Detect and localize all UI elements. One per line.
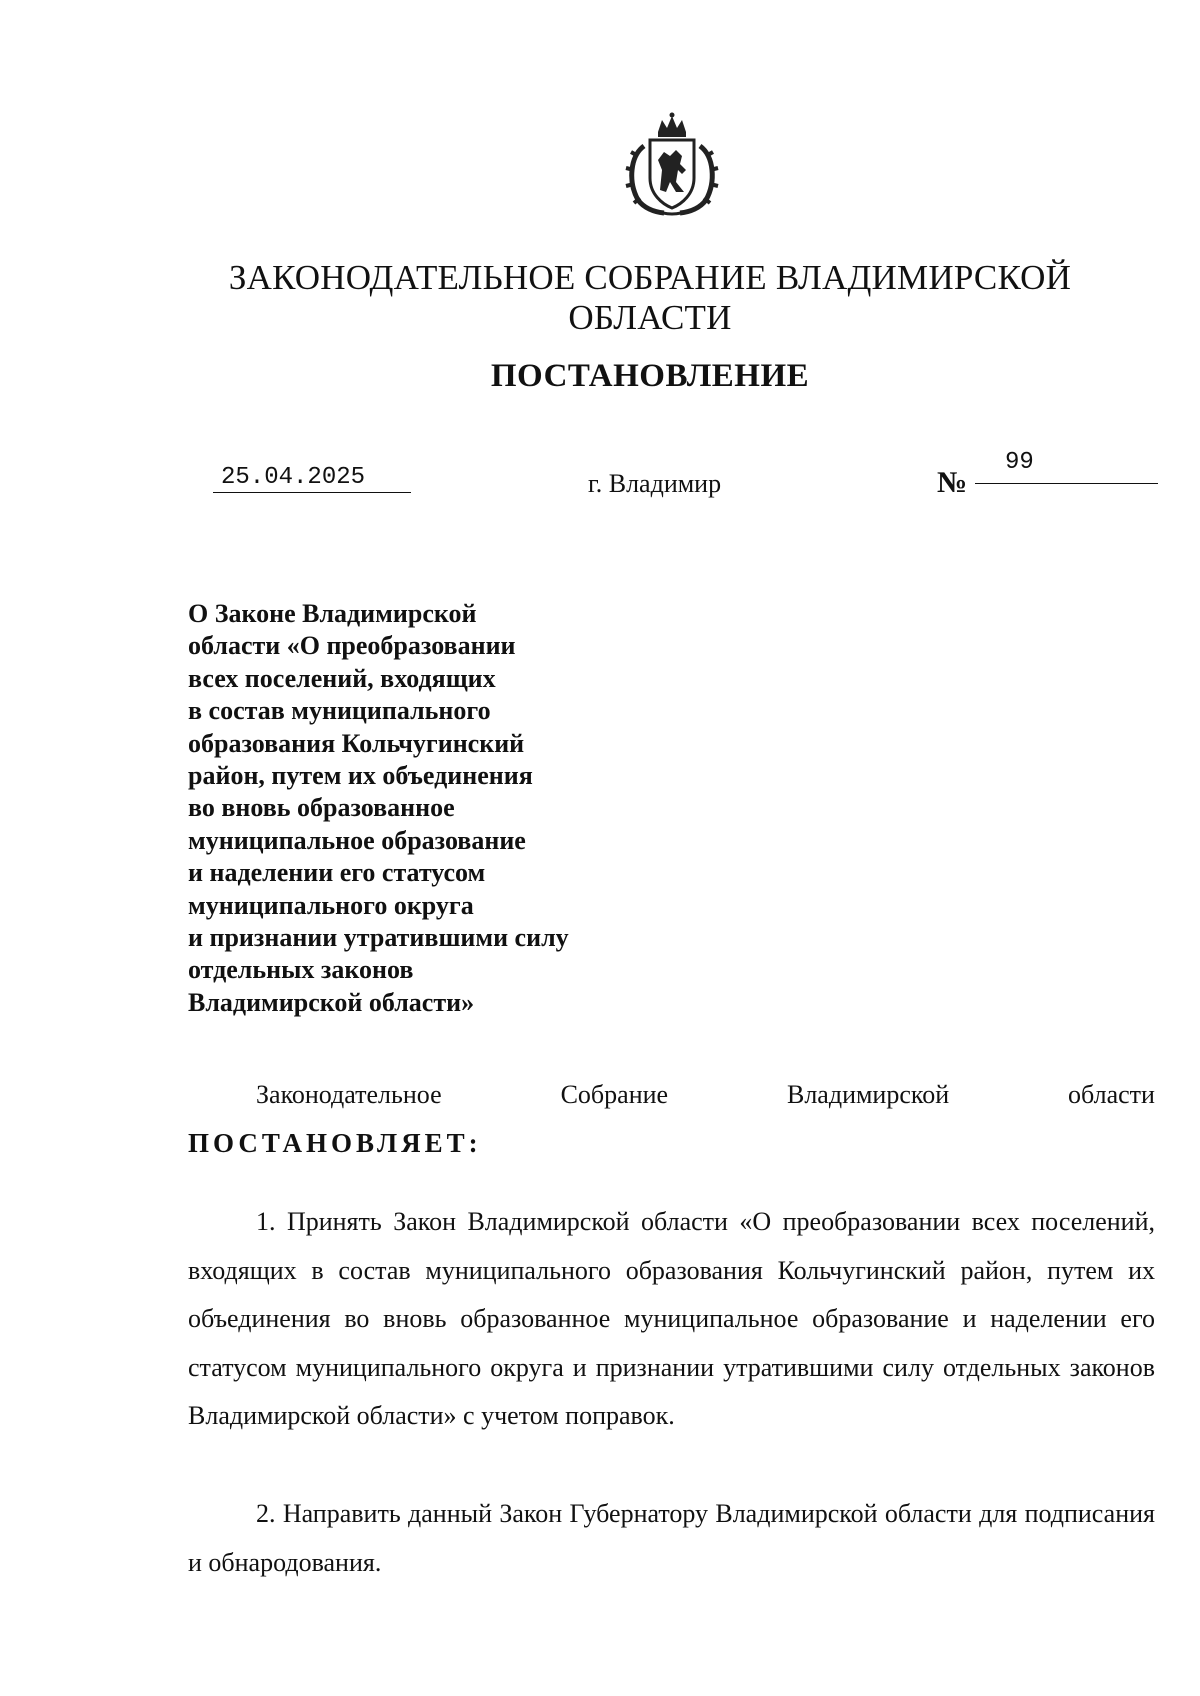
number-field	[975, 449, 1158, 484]
document-type: ПОСТАНОВЛЕНИЕ	[490, 358, 810, 394]
resolution-paragraph	[188, 1490, 1155, 1587]
preamble-word: Собрание	[560, 1080, 669, 1109]
paragraph-text: 1. Принять Закон Владимирской области «О преобразовании всех поселений, входящих в состав муниципального образования Кольчугинский район, путем их объединения во вновь образованное муниципальное образование и наделении его статусом муниципального округа и признании утратившими силу отдельных законов Владимирской области» с учетом поправок.	[188, 1207, 1155, 1431]
paragraph-text: 2. Направить данный Закон Губернатору Владимирской области для подписания и обнародования.	[188, 1499, 1155, 1577]
subject-line: в состав муниципального	[188, 696, 491, 726]
subject-line: всех поселений, входящих	[188, 663, 496, 693]
subject-line: и признании утратившими силу	[188, 923, 569, 953]
city-label: г. Владимир	[588, 469, 722, 498]
document-subject	[188, 598, 628, 1019]
coat-of-arms-icon	[624, 112, 720, 218]
subject-line: во вновь образованное	[188, 793, 455, 823]
subject-line: образования Кольчугинский	[188, 728, 525, 758]
subject-line: и наделении его статусом	[188, 858, 486, 888]
subject-line: отдельных законов	[188, 955, 414, 985]
date-field: 25.04.2025	[213, 464, 411, 493]
subject-line: области «О преобразовании	[188, 631, 516, 661]
resolution-paragraph	[188, 1198, 1155, 1441]
subject-line: Владимирской области»	[188, 987, 475, 1017]
preamble	[256, 1080, 1155, 1110]
preamble-word: области	[1068, 1080, 1155, 1109]
subject-line: О Законе Владимирской	[188, 599, 477, 628]
org-title: ЗАКОНОДАТЕЛЬНОЕ СОБРАНИЕ ВЛАДИМИРСКОЙ ОБЛАСТИ	[228, 258, 1072, 337]
subject-line: район, путем их объединения	[188, 761, 533, 791]
document-number: 99	[1005, 449, 1034, 476]
number-label: №	[937, 466, 968, 499]
resolves-heading: ПОСТАНОВЛЯЕТ:	[188, 1128, 482, 1158]
preamble-word: Владимирской	[786, 1080, 950, 1109]
subject-line: муниципального округа	[188, 890, 474, 920]
preamble-word: Законодательное	[256, 1080, 442, 1109]
subject-line: муниципальное образование	[188, 825, 526, 855]
